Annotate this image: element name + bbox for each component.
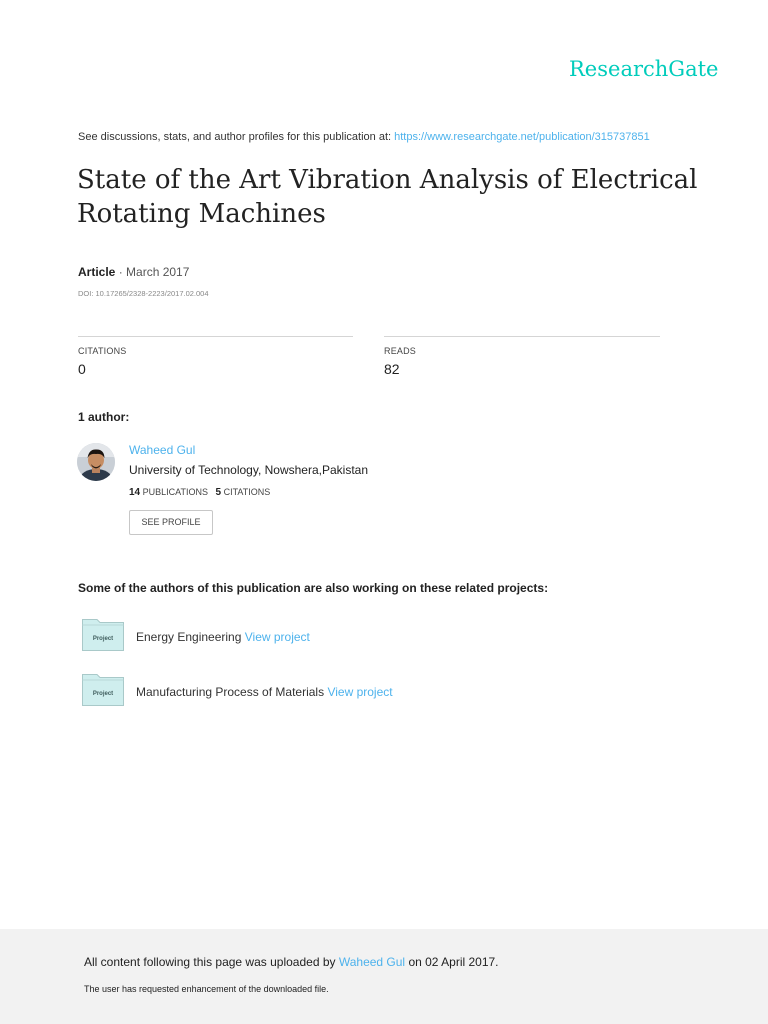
author-avatar[interactable] [77, 443, 115, 481]
reads-value: 82 [384, 361, 400, 377]
author-stats [129, 487, 270, 498]
project-name: Manufacturing Process of Materials [136, 685, 325, 699]
project-folder-icon [82, 619, 124, 651]
publication-url-link[interactable]: https://www.researchgate.net/publication/315737851 [394, 131, 650, 143]
avatar-photo-icon [77, 443, 115, 481]
footer-band [0, 929, 768, 1024]
see-profile-button[interactable]: SEE PROFILE [129, 510, 213, 535]
citations-label: CITATIONS [78, 346, 127, 356]
publication-date: · March 2017 [115, 265, 190, 279]
uploader-link[interactable]: Waheed Gul [338, 955, 406, 969]
discussions-line [78, 131, 650, 143]
author-affiliation: University of Technology, Nowshera,Pakistan [129, 463, 369, 477]
project-item [136, 685, 393, 699]
upload-notice [84, 955, 499, 969]
related-projects-heading: Some of the authors of this publication are also working on these related projects: [78, 581, 549, 595]
publication-meta [78, 265, 189, 279]
project-name: Energy Engineering [136, 630, 242, 644]
view-project-link[interactable]: View project [327, 685, 393, 699]
publication-title: State of the Art Vibration Analysis of Electrical Rotating Machines [77, 165, 698, 229]
publications-count: 14 [129, 487, 141, 498]
project-icon-label: Project [92, 691, 114, 697]
author-citations-count: 5 [215, 487, 222, 498]
project-icon-label: Project [92, 636, 114, 642]
researchgate-logo[interactable]: ResearchGate [569, 57, 719, 81]
discussions-text: See discussions, stats, and author profiles for this publication at: [78, 131, 395, 143]
view-project-link[interactable]: View project [244, 630, 310, 644]
publications-label: PUBLICATIONS [140, 487, 208, 497]
citations-divider [78, 336, 353, 337]
upload-prefix: All content following this page was uploaded by [84, 955, 339, 969]
reads-divider [384, 336, 660, 337]
reads-label: READS [384, 346, 417, 356]
enhancement-note: The user has requested enhancement of the downloaded file. [84, 984, 329, 994]
citations-value: 0 [78, 361, 86, 377]
project-item [136, 630, 310, 644]
authors-heading: 1 author: [78, 410, 130, 424]
doi: DOI: 10.17265/2328-2223/2017.02.004 [78, 289, 209, 298]
author-name-link[interactable]: Waheed Gul [129, 443, 196, 457]
project-folder-icon [82, 674, 124, 706]
author-citations-label: CITATIONS [221, 487, 271, 497]
publication-type: Article [78, 265, 116, 279]
upload-suffix: on 02 April 2017. [405, 955, 499, 969]
